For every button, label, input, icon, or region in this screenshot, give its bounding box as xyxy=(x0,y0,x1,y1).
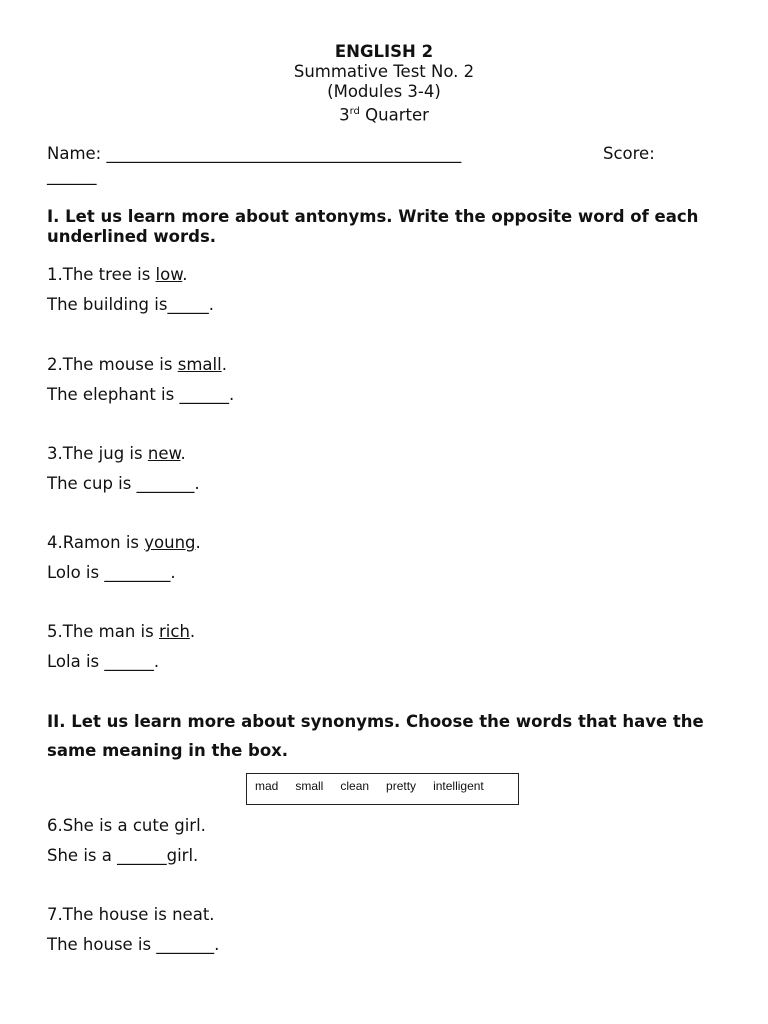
punctuation: . xyxy=(189,622,196,641)
answer-text: Lolo is xyxy=(47,563,105,582)
underlined-word: low xyxy=(155,265,183,284)
question-7: 7.The house is neat. xyxy=(47,905,215,924)
underlined-word: small xyxy=(177,355,222,374)
document-header xyxy=(0,42,768,126)
question-6: 6.She is a cute girl. xyxy=(47,816,206,835)
answer-6[interactable] xyxy=(47,846,198,865)
punctuation: . xyxy=(228,385,235,404)
punctuation: . xyxy=(180,444,186,463)
word-box-item: small xyxy=(295,779,324,793)
punctuation: . xyxy=(195,533,201,552)
question-1 xyxy=(47,265,187,284)
score-blank[interactable]: ______ xyxy=(47,166,97,185)
answer-blank[interactable]: ______ xyxy=(117,846,167,865)
word-box-item: pretty xyxy=(386,779,417,793)
question-text: 4.Ramon is xyxy=(47,533,145,552)
name-blank[interactable]: ___________________________________________ xyxy=(106,144,462,163)
answer-blank[interactable]: ______ xyxy=(104,652,154,671)
answer-3[interactable] xyxy=(47,474,200,493)
quarter-ordinal: rd xyxy=(349,106,360,117)
question-2 xyxy=(47,355,227,374)
score-label: Score: xyxy=(603,144,655,163)
answer-text: girl. xyxy=(166,846,199,865)
answer-5[interactable] xyxy=(47,652,159,671)
answer-2[interactable] xyxy=(47,385,234,404)
question-3 xyxy=(47,444,186,463)
answer-blank[interactable]: _____ xyxy=(167,295,209,314)
question-text: 2.The mouse is xyxy=(47,355,178,374)
word-box xyxy=(246,773,519,805)
answer-text: The building is xyxy=(47,295,168,314)
document-subtitle: Summative Test No. 2 xyxy=(293,62,475,81)
part2-instruction: II. Let us learn more about synonyms. Choose the words that have the same meaning in the box. xyxy=(47,712,704,760)
answer-text: The elephant is xyxy=(47,385,180,404)
question-text: 5.The man is xyxy=(47,622,159,641)
word-box-item: clean xyxy=(340,779,370,793)
word-box-item: intelligent xyxy=(433,779,484,793)
quarter-number: 3 xyxy=(339,105,350,125)
name-field[interactable] xyxy=(47,144,461,163)
document-modules: (Modules 3-4) xyxy=(327,82,441,101)
quarter-label: Quarter xyxy=(359,105,429,125)
document-title: ENGLISH 2 xyxy=(334,42,434,61)
answer-text: The house is xyxy=(47,935,157,954)
answer-1[interactable] xyxy=(47,295,214,314)
answer-blank[interactable]: _______ xyxy=(156,935,215,954)
question-5 xyxy=(47,622,195,641)
answer-blank[interactable]: ________ xyxy=(104,563,171,582)
punctuation: . xyxy=(214,935,220,954)
underlined-word: new xyxy=(147,444,181,463)
part1-instruction: I. Let us learn more about antonyms. Write the opposite word of each underlined words. xyxy=(47,207,699,246)
punctuation: . xyxy=(153,652,160,671)
answer-blank[interactable]: _______ xyxy=(136,474,195,493)
punctuation: . xyxy=(221,355,227,374)
answer-4[interactable] xyxy=(47,563,176,582)
answer-7[interactable] xyxy=(47,935,219,954)
underlined-word: rich xyxy=(159,622,190,641)
answer-text: The cup is xyxy=(47,474,137,493)
punctuation: . xyxy=(194,474,200,493)
underlined-word: young xyxy=(144,533,196,552)
punctuation: . xyxy=(182,265,188,284)
name-label: Name: xyxy=(47,144,102,163)
question-4 xyxy=(47,533,201,552)
question-text: 3.The jug is xyxy=(47,444,148,463)
answer-blank[interactable]: ______ xyxy=(179,385,229,404)
punctuation: . xyxy=(170,563,176,582)
answer-text: She is a xyxy=(47,846,118,865)
punctuation: . xyxy=(208,295,214,314)
question-text: 1.The tree is xyxy=(47,265,156,284)
document-quarter xyxy=(0,102,768,126)
word-box-item: mad xyxy=(255,779,279,793)
answer-text: Lola is xyxy=(47,652,105,671)
